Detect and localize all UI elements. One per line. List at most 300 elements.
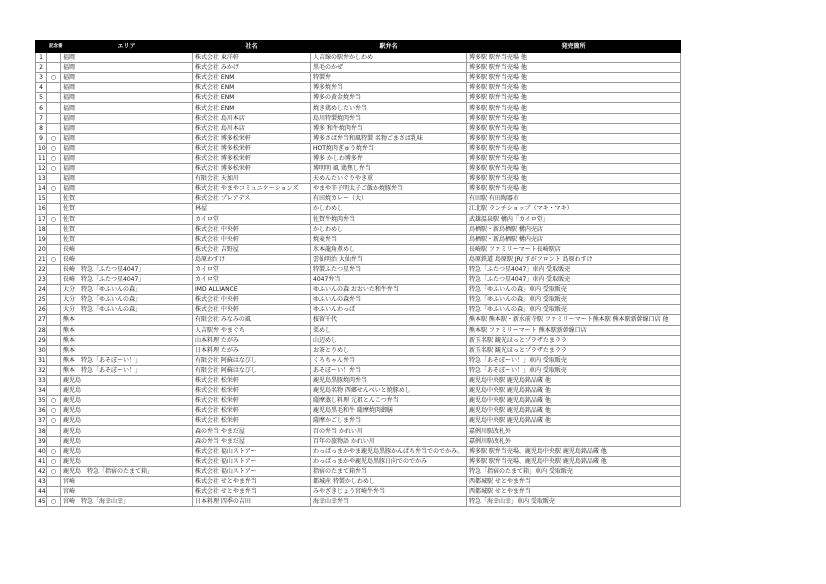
cell-bento: 天めんたいぐりやき重 — [311, 174, 467, 184]
header-no — [36, 41, 47, 53]
table-row — [36, 224, 681, 234]
cell-mark: ○ — [47, 416, 61, 426]
cell-no: 39 — [36, 436, 47, 446]
cell-no: 35 — [36, 396, 47, 406]
cell-area: 鹿児島 — [61, 376, 193, 386]
cell-area: 熊本 — [61, 345, 193, 355]
header-bento: 駅弁名 — [311, 41, 467, 53]
cell-no: 16 — [36, 204, 47, 214]
cell-company: 山本料理 たがみ — [193, 335, 311, 345]
cell-bento: 博多の黄金焼弁当 — [311, 93, 467, 103]
cell-bento: やまや辛子明太子ご飯か焼豚弁当 — [311, 184, 467, 194]
cell-no: 38 — [36, 426, 47, 436]
cell-no: 17 — [36, 214, 47, 224]
cell-company: 日本料理 たがみ — [193, 345, 311, 355]
cell-bento: わっぱっまかや鹿児島黒豚日向でのでかみ — [311, 456, 467, 466]
cell-area: 長崎 特急「ふたつ星4047」 — [61, 275, 193, 285]
cell-shop: 熊本駅 ファミリーマート 熊本駅新幹線口店 — [467, 325, 681, 335]
cell-no: 1 — [36, 53, 47, 63]
cell-area: 熊本 — [61, 315, 193, 325]
cell-shop: 博多駅 駅弁当売場、鹿児島中央駅 鹿児島銘品蔵 他 — [467, 456, 681, 466]
cell-area: 福岡 — [61, 174, 193, 184]
cell-area: 福岡 — [61, 143, 193, 153]
cell-mark: ○ — [47, 214, 61, 224]
cell-mark — [47, 264, 61, 274]
cell-mark — [47, 335, 61, 345]
cell-company: 株式会社 松栄軒 — [193, 416, 311, 426]
table-row — [36, 164, 681, 174]
table-row — [36, 234, 681, 244]
table-row — [36, 264, 681, 274]
cell-bento: 焼き鶏めしたい弁当 — [311, 103, 467, 113]
table-row — [36, 254, 681, 264]
table-row — [36, 123, 681, 133]
cell-bento: 薩摩蒸し料理 元祖とんこつ弁当 — [311, 396, 467, 406]
cell-bento: かしわめし — [311, 224, 467, 234]
table-row — [36, 466, 681, 476]
cell-company: 株式会社 博多松栄軒 — [193, 143, 311, 153]
cell-company: 株式会社 島川本店 — [193, 123, 311, 133]
cell-no: 31 — [36, 355, 47, 365]
cell-bento: 特製ふたつ星弁当 — [311, 264, 467, 274]
cell-shop: 長崎駅 ファミリーマート長崎駅店 — [467, 244, 681, 254]
table-row — [36, 133, 681, 143]
cell-company: 株式会社 みかげ — [193, 63, 311, 73]
cell-bento: 4047弁当 — [311, 275, 467, 285]
cell-mark: ○ — [47, 396, 61, 406]
cell-bento: 百年の旅物語 かれい川 — [311, 436, 467, 446]
cell-mark — [47, 436, 61, 446]
cell-no: 12 — [36, 164, 47, 174]
cell-no: 10 — [36, 143, 47, 153]
cell-shop: 島原鉄道 島原駅 JR/ すがフロント 島原わすけ — [467, 254, 681, 264]
cell-bento: 博多さば弁当和風特製 名物ごまさば乳味 — [311, 133, 467, 143]
cell-area: 鹿児島 — [61, 396, 193, 406]
table-row — [36, 295, 681, 305]
cell-no: 42 — [36, 466, 47, 476]
cell-mark — [47, 174, 61, 184]
cell-company: 株式会社 中央軒 — [193, 305, 311, 315]
cell-no: 37 — [36, 416, 47, 426]
cell-bento: 島川特製焼肉弁当 — [311, 113, 467, 123]
cell-mark: ○ — [47, 143, 61, 153]
cell-shop: 嘉例川駅改札外 — [467, 436, 681, 446]
cell-no: 4 — [36, 83, 47, 93]
cell-mark — [47, 275, 61, 285]
cell-company: 株式会社 ENM — [193, 73, 311, 83]
cell-company: 株式会社 東洋軒 — [193, 53, 311, 63]
cell-shop: 特急「あそぼーい！」車内 受取販売 — [467, 365, 681, 375]
cell-area: 熊本 特急「あそぼーい！」 — [61, 355, 193, 365]
table-row — [36, 285, 681, 295]
table-row — [36, 214, 681, 224]
cell-area: 佐賀 — [61, 204, 193, 214]
cell-mark — [47, 345, 61, 355]
cell-no: 18 — [36, 224, 47, 234]
cell-shop: 特急「ゆふいんの森」車内 受取販売 — [467, 295, 681, 305]
cell-area: 鹿児島 — [61, 436, 193, 446]
cell-area: 福岡 — [61, 63, 193, 73]
cell-mark — [47, 224, 61, 234]
cell-mark: ○ — [47, 153, 61, 163]
cell-bento: あそぼーい！弁当 — [311, 365, 467, 375]
cell-company: 有限会社 天加川 — [193, 174, 311, 184]
table-row — [36, 335, 681, 345]
cell-area: 福岡 — [61, 164, 193, 174]
cell-company: 株式会社 せとやま弁当 — [193, 487, 311, 497]
cell-area: 佐賀 — [61, 224, 193, 234]
cell-company: 株式会社 松栄軒 — [193, 406, 311, 416]
cell-area: 大分 特急「ゆふいんの森」 — [61, 285, 193, 295]
cell-no: 7 — [36, 113, 47, 123]
table-row — [36, 416, 681, 426]
cell-company: 株式会社 松栄軒 — [193, 376, 311, 386]
cell-shop: 西都城駅 せとやま弁当 — [467, 476, 681, 486]
cell-no: 14 — [36, 184, 47, 194]
cell-no: 41 — [36, 456, 47, 466]
cell-area: 佐賀 — [61, 234, 193, 244]
table-row — [36, 355, 681, 365]
table-row — [36, 456, 681, 466]
cell-no: 33 — [36, 376, 47, 386]
cell-company: 島原わすけ — [193, 254, 311, 264]
header-area: エリア — [61, 41, 193, 53]
cell-no: 40 — [36, 446, 47, 456]
cell-company: 有限会社 みなみの風 — [193, 315, 311, 325]
cell-company: 株式会社 せとやま弁当 — [193, 476, 311, 486]
table-row — [36, 365, 681, 375]
bento-list-table — [35, 40, 681, 507]
cell-mark — [47, 376, 61, 386]
table-row — [36, 325, 681, 335]
cell-bento: 鹿児島黒豚焼肉弁当 — [311, 376, 467, 386]
cell-mark — [47, 285, 61, 295]
cell-mark — [47, 63, 61, 73]
cell-mark: ○ — [47, 133, 61, 143]
cell-no: 9 — [36, 133, 47, 143]
cell-shop: 博多駅 駅弁当売場 他 — [467, 174, 681, 184]
table-row — [36, 93, 681, 103]
table-row — [36, 406, 681, 416]
cell-bento: 山辺めし — [311, 335, 467, 345]
table-row — [36, 204, 681, 214]
cell-mark: ○ — [47, 73, 61, 83]
cell-shop: 博多駅 駅弁当売場 他 — [467, 73, 681, 83]
cell-no: 20 — [36, 244, 47, 254]
cell-area: 宮崎 — [61, 476, 193, 486]
cell-area: 鹿児島 — [61, 386, 193, 396]
header-mark: 記念番 — [47, 41, 61, 53]
table-row — [36, 345, 681, 355]
table-row — [36, 396, 681, 406]
cell-area: 熊本 特急「あそぼーい！」 — [61, 365, 193, 375]
cell-mark — [47, 103, 61, 113]
cell-mark: ○ — [47, 164, 61, 174]
cell-no: 21 — [36, 254, 47, 264]
cell-mark: ○ — [47, 406, 61, 416]
cell-shop: 博多駅 駅弁当売場 他 — [467, 63, 681, 73]
cell-no: 2 — [36, 63, 47, 73]
cell-bento: 博多焼弁当 — [311, 83, 467, 93]
cell-bento: 鹿児島名物 西郷せんべいと焼豚めし — [311, 386, 467, 396]
cell-no: 29 — [36, 335, 47, 345]
cell-shop: 特急「指宿のたまて箱」車内 受取販売 — [467, 466, 681, 476]
cell-mark — [47, 194, 61, 204]
cell-mark: ○ — [47, 184, 61, 194]
table-row — [36, 275, 681, 285]
cell-company: 森の弁当 やまだ屋 — [193, 426, 311, 436]
cell-no: 23 — [36, 275, 47, 285]
cell-area: 鹿児島 — [61, 456, 193, 466]
cell-shop: 鳥栖駅・新鳥栖駅 構内売店 — [467, 224, 681, 234]
cell-area: 佐賀 — [61, 194, 193, 204]
cell-company: 株式会社 ENM — [193, 103, 311, 113]
cell-company: 株式会社 ENM — [193, 93, 311, 103]
cell-shop: 博多駅 駅弁当売場 他 — [467, 53, 681, 63]
cell-mark — [47, 234, 61, 244]
cell-no: 28 — [36, 325, 47, 335]
table-row — [36, 244, 681, 254]
cell-bento: ゆふいんの森 おおいた和牛弁当 — [311, 285, 467, 295]
table-row — [36, 315, 681, 325]
cell-area: 長崎 — [61, 254, 193, 264]
cell-no: 34 — [36, 386, 47, 396]
cell-mark: ○ — [47, 497, 61, 507]
cell-no: 26 — [36, 305, 47, 315]
cell-area: 熊本 — [61, 335, 193, 345]
cell-company: カイロ堂 — [193, 264, 311, 274]
table-row — [36, 184, 681, 194]
cell-bento: くろちゃん弁当 — [311, 355, 467, 365]
cell-mark — [47, 305, 61, 315]
cell-bento: 桜留千代 — [311, 315, 467, 325]
cell-area: 宮崎 特急「海幸山幸」 — [61, 497, 193, 507]
cell-company: 日本料理 四季の吉田 — [193, 497, 311, 507]
cell-area: 佐賀 — [61, 214, 193, 224]
cell-shop: 鹿児島中央駅 鹿児島銘品蔵 他 — [467, 406, 681, 416]
cell-bento: 黒毛のかぜ — [311, 63, 467, 73]
cell-mark: ○ — [47, 446, 61, 456]
cell-shop: 博多駅 駅弁当売場 他 — [467, 164, 681, 174]
cell-company: 株式会社 島川本店 — [193, 113, 311, 123]
cell-area: 福岡 — [61, 184, 193, 194]
cell-company: 株式会社 松栄軒 — [193, 386, 311, 396]
cell-area: 福岡 — [61, 73, 193, 83]
table-row — [36, 194, 681, 204]
cell-shop: 博多駅 駅弁当売場 他 — [467, 113, 681, 123]
cell-shop: 特急「あそぼーい！」車内 受取販売 — [467, 355, 681, 365]
cell-bento: 博多 かしわ博多弁 — [311, 153, 467, 163]
cell-bento: 鹿児島黒毛和牛 薩摩焼肉御膳 — [311, 406, 467, 416]
cell-mark — [47, 386, 61, 396]
cell-shop: 博多駅 駅弁当売場 他 — [467, 143, 681, 153]
cell-bento: HOT焼肉ぎゅう焼弁当 — [311, 143, 467, 153]
cell-company: 株式会社 プレアデス — [193, 194, 311, 204]
table-row — [36, 446, 681, 456]
cell-bento: 博多 和牛焼肉弁当 — [311, 123, 467, 133]
cell-bento: 人吉線の駅弁かしわめ — [311, 53, 467, 63]
cell-company: 株式会社 松栄軒 — [193, 396, 311, 406]
cell-mark — [47, 113, 61, 123]
cell-company: 株式会社 中央軒 — [193, 295, 311, 305]
cell-no: 13 — [36, 174, 47, 184]
cell-shop: 武雄温泉駅 構内「カイロ堂」 — [467, 214, 681, 224]
cell-shop: 特急「海幸山幸」車内 受取販売 — [467, 497, 681, 507]
cell-bento: 氷本龍角煮めし — [311, 244, 467, 254]
cell-area: 福岡 — [61, 83, 193, 93]
cell-area: 宮崎 — [61, 487, 193, 497]
cell-area: 福岡 — [61, 53, 193, 63]
cell-area: 鹿児島 — [61, 426, 193, 436]
cell-no: 24 — [36, 285, 47, 295]
cell-company: 株式会社 中央軒 — [193, 224, 311, 234]
cell-bento: 薩摩かごしま弁当 — [311, 416, 467, 426]
cell-bento: 栗めし — [311, 325, 467, 335]
cell-area: 長崎 — [61, 244, 193, 254]
cell-company: 株式会社 やまやコミュニケーションズ — [193, 184, 311, 194]
cell-mark — [47, 476, 61, 486]
cell-bento: お茶とりめし — [311, 345, 467, 355]
cell-mark — [47, 295, 61, 305]
cell-shop: 西都城駅 せとやま弁当 — [467, 487, 681, 497]
cell-mark — [47, 365, 61, 375]
table-row — [36, 476, 681, 486]
cell-area: 鹿児島 — [61, 446, 193, 456]
cell-no: 6 — [36, 103, 47, 113]
cell-company: 株式会社 福山ストアー — [193, 456, 311, 466]
cell-shop: 嘉例川駅改札外 — [467, 426, 681, 436]
cell-area: 福岡 — [61, 133, 193, 143]
header-shop: 発売箇所 — [467, 41, 681, 53]
header-row — [36, 41, 681, 53]
cell-company: 森の弁当 やまだ屋 — [193, 436, 311, 446]
cell-bento: 都城産 特製かしわめし — [311, 476, 467, 486]
cell-mark: ○ — [47, 466, 61, 476]
cell-no: 45 — [36, 497, 47, 507]
table-row — [36, 63, 681, 73]
cell-area: 鹿児島 — [61, 406, 193, 416]
cell-mark — [47, 53, 61, 63]
cell-shop: 鹿児島中央駅 鹿児島銘品蔵 他 — [467, 386, 681, 396]
cell-no: 8 — [36, 123, 47, 133]
cell-shop: 熊本駅 熊本駅・新水前寺駅 ファミリーマート熊本駅 熊本駅新幹線口店 他 — [467, 315, 681, 325]
table-row — [36, 153, 681, 163]
cell-shop: 博多駅 駅弁当売場 他 — [467, 103, 681, 113]
cell-no: 30 — [36, 345, 47, 355]
cell-shop: 鹿児島中央駅 鹿児島銘品蔵 他 — [467, 416, 681, 426]
cell-area: 鹿児島 — [61, 416, 193, 426]
cell-mark — [47, 487, 61, 497]
cell-bento: わっぱっまかやま鹿児島黒豚かんぱち弁当でのでかみ。 — [311, 446, 467, 456]
table-body — [36, 53, 681, 507]
cell-shop: 博多駅 駅弁当売場 他 — [467, 123, 681, 133]
cell-shop: 博多駅 駅弁当売場 他 — [467, 133, 681, 143]
table-row — [36, 376, 681, 386]
cell-mark — [47, 83, 61, 93]
cell-bento: 雲仙明治 大仙弁当 — [311, 254, 467, 264]
cell-bento: 佐賀牛焼肉弁当 — [311, 214, 467, 224]
cell-no: 11 — [36, 153, 47, 163]
cell-shop: 江北駅 ランチショップ（マキ・マキ） — [467, 204, 681, 214]
table-row — [36, 174, 681, 184]
cell-company: 株式会社 福山ストアー — [193, 446, 311, 456]
cell-shop: 博多駅 駅弁当売場 他 — [467, 93, 681, 103]
cell-area: 福岡 — [61, 123, 193, 133]
cell-company: 有限会社 阿蘇はなびし — [193, 365, 311, 375]
cell-company: カイロ堂 — [193, 275, 311, 285]
cell-area: 大分 特急「ゆふいんの森」 — [61, 295, 193, 305]
cell-bento: みやざきじょう宮崎牛弁当 — [311, 487, 467, 497]
cell-mark — [47, 244, 61, 254]
cell-shop: 博多駅 駅弁当売場、鹿児島中央駅 鹿児島銘品蔵 他 — [467, 446, 681, 456]
cell-company: 株式会社 ENM — [193, 83, 311, 93]
cell-no: 36 — [36, 406, 47, 416]
table-row — [36, 73, 681, 83]
cell-no: 5 — [36, 93, 47, 103]
cell-company: 株式会社 博多松栄軒 — [193, 133, 311, 143]
cell-area: 福岡 — [61, 93, 193, 103]
cell-shop: 鳥栖駅・新鳥栖駅 構内売店 — [467, 234, 681, 244]
cell-bento: ゆふいんわっぱ — [311, 305, 467, 315]
cell-company: 株式会社 博多松栄軒 — [193, 153, 311, 163]
table-row — [36, 386, 681, 396]
cell-bento: 指宿のたまて箱弁当 — [311, 466, 467, 476]
table-row — [36, 426, 681, 436]
cell-bento: 焼麦弁当 — [311, 234, 467, 244]
cell-no: 27 — [36, 315, 47, 325]
cell-shop: 特急「ふたつ星4047」車内 受取販売 — [467, 264, 681, 274]
cell-area: 熊本 — [61, 325, 193, 335]
cell-company: IMD ALLIANCE — [193, 285, 311, 295]
cell-company: 株式会社 福山ストアー — [193, 466, 311, 476]
cell-no: 32 — [36, 365, 47, 375]
cell-company: 林屋 — [193, 204, 311, 214]
table-row — [36, 487, 681, 497]
cell-area: 福岡 — [61, 113, 193, 123]
cell-mark — [47, 93, 61, 103]
cell-no: 44 — [36, 487, 47, 497]
table-row — [36, 103, 681, 113]
cell-shop: 博多駅 駅弁当売場 他 — [467, 83, 681, 93]
cell-mark: ○ — [47, 456, 61, 466]
cell-bento: 有田焼カレー（大） — [311, 194, 467, 204]
table-row — [36, 53, 681, 63]
cell-no: 22 — [36, 264, 47, 274]
table-row — [36, 143, 681, 153]
cell-no: 25 — [36, 295, 47, 305]
table-row — [36, 83, 681, 93]
cell-shop: 特急「ふたつ星4047」車内 受取販売 — [467, 275, 681, 285]
cell-mark — [47, 123, 61, 133]
cell-area: 大分 特急「ゆふいんの森」 — [61, 305, 193, 315]
cell-shop: 特急「ゆふいんの森」車内 受取販売 — [467, 285, 681, 295]
cell-shop: 鹿児島中央駅 鹿児島銘品蔵 他 — [467, 396, 681, 406]
cell-company: 人吉駅弁 やまぐち — [193, 325, 311, 335]
cell-bento: 特製弁 — [311, 73, 467, 83]
cell-bento: ゆふいんの森弁当 — [311, 295, 467, 305]
cell-company: 株式会社 博多松栄軒 — [193, 164, 311, 174]
cell-mark — [47, 325, 61, 335]
cell-bento: かしわめし — [311, 204, 467, 214]
cell-shop: 博多駅 駅弁当売場 他 — [467, 153, 681, 163]
cell-company: 有限会社 阿蘇はなびし — [193, 355, 311, 365]
table-row — [36, 436, 681, 446]
cell-company: 株式会社 吉野屋 — [193, 244, 311, 254]
cell-mark — [47, 355, 61, 365]
cell-mark — [47, 315, 61, 325]
cell-shop: 特急「ゆふいんの森」車内 受取販売 — [467, 305, 681, 315]
cell-shop: 有田駅 有田陶器市 — [467, 194, 681, 204]
